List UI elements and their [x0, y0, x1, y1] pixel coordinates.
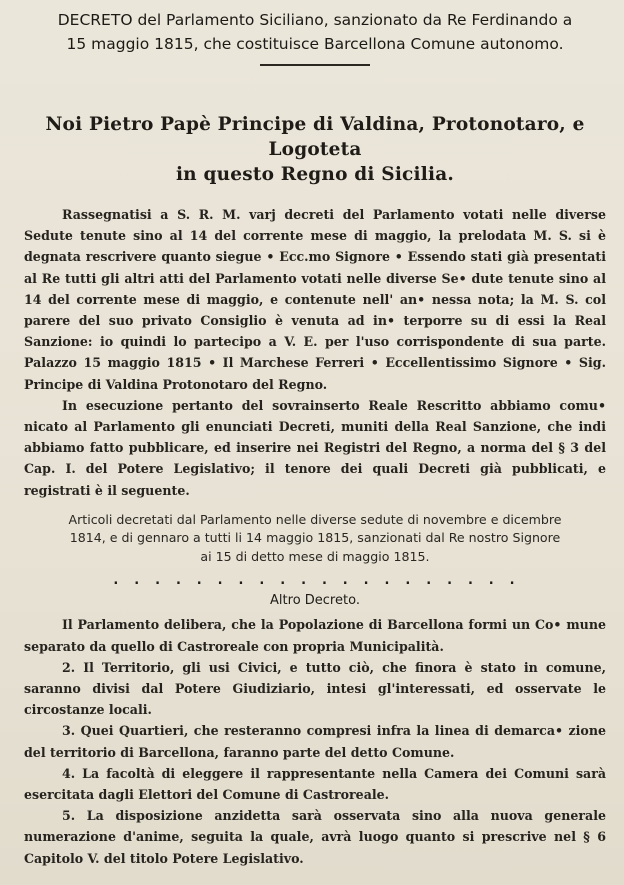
header-line-2: 15 maggio 1815, che costituisce Barcellona Comune autonomo. — [66, 35, 564, 53]
decree-header — [24, 0, 606, 56]
proclamation-title — [24, 112, 606, 187]
decree-item: 3. Quei Quartieri, che resteranno compresi infra la linea di demarca• zione del territorio di Barcellona, faranno parte del detto Comune. — [24, 723, 606, 760]
paragraph: In esecuzione pertanto del sovrainserto Reale Rescritto abbiamo comu• nicato al Parlamento gli enunciati Decreti, muniti della Real Sanzione, che indi abbiamo fatto pubblicare, ed inserire nei Registri del Regno, a norma del § 3 del Cap. I. del Potere Legislativo; il tenore dei quali Decreti già pubblicati, e registrati è il seguente. — [24, 397, 606, 498]
paragraph: Rassegnatisi a S. R. M. varj decreti del Parlamento votati nelle diverse Sedute tenute sino al 14 del corrente mese di maggio, la prelodata M. S. si è degnata rescrivere quanto siegue • Ecc.mo Signore • Essendo stati già presentati al Re tutti gli altri atti del Parlamento votati nelle diverse Se• dute tenute sino al 14 del corrente mese di maggio, e contenute nell' an• nessa nota; la M. S. col parere del suo privato Consiglio è venuta ad in• terporre su di essi la Real Sanzione: io quindi lo partecipo a V. E. per l'uso corrispondente di sua parte. Palazzo 15 maggio 1815 • Il Marchese Ferreri • Eccellentissimo Signore • Sig. Principe di Valdina Protonotaro del Regno. — [24, 207, 606, 392]
dotted-separator: . . . . . . . . . . . . . . . . . . . . — [111, 572, 519, 589]
decree-item: 2. Il Territorio, gli usi Civici, e tutto ciò, che finora è stato in comune, saranno divisi dal Potere Giudiziario, intesi gl'interessati, ed osservate le circostanze locali. — [24, 659, 606, 718]
articoli-line-2: 1814, e di gennaro a tutti li 14 maggio 1815, sanzionati dal Re nostro Signore — [69, 530, 561, 546]
articoli-heading — [24, 511, 606, 567]
header-line-1: DECRETO del Parlamento Siciliano, sanzionato da Re Ferdinando a — [57, 11, 573, 29]
altro-decreto-heading: Altro Decreto. — [270, 593, 360, 609]
header-rule — [260, 64, 370, 66]
decree-item: 4. La facoltà di eleggere il rappresentante nella Camera dei Comuni sarà esercitata dagli Elettori del Comune di Castroreale. — [24, 765, 606, 802]
decree-item: 5. La disposizione anzidetta sarà osservata sino alla nuova generale numerazione d'anime, seguita la quale, avrà luogo quanto si prescrive nel § 6 Capitolo V. del titolo Potere Legislativo. — [24, 808, 606, 866]
articoli-line-1: Articoli decretati dal Parlamento nelle diverse sedute di novembre e dicembre — [68, 511, 562, 527]
proclamation-line-2: in questo Regno di Sicilia. — [175, 164, 455, 185]
decree-item: Il Parlamento delibera, che la Popolazione di Barcellona formi un Co• mune separato da quello di Castroreale con propria Municipalità. — [24, 617, 606, 654]
decree-items — [24, 614, 606, 868]
articoli-line-3: ai 15 di detto mese di maggio 1815. — [200, 548, 430, 564]
body-text — [24, 204, 606, 501]
proclamation-line-1: Noi Pietro Papè Principe di Valdina, Protonotaro, e Logoteta — [45, 114, 585, 160]
